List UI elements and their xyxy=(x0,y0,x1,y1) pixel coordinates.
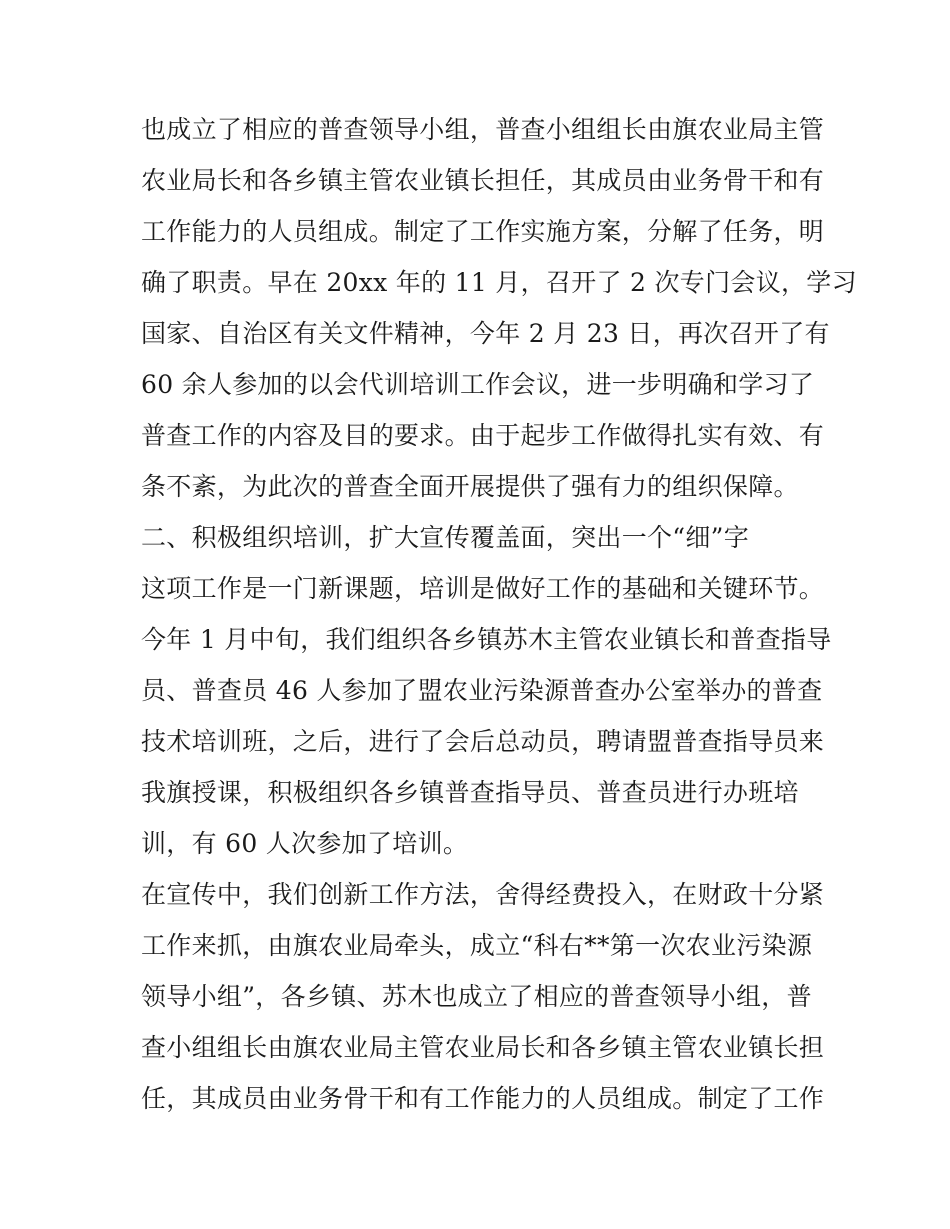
text-line: 训，有 60 人次参加了培训。 xyxy=(141,829,469,858)
text-line: 员、普查员 46 人参加了盟农业污染源普查办公室举办的普查 xyxy=(141,676,823,705)
text-line: 工作来抓，由旗农业局牵头，成立“科右**第一次农业污染源 xyxy=(141,931,813,960)
text-line: 我旗授课，积极组织各乡镇普查指导员、普查员进行办班培 xyxy=(141,778,799,807)
section-heading: 二、积极组织培训，扩大宣传覆盖面，突出一个“细”字 xyxy=(141,523,750,552)
text-line: 领导小组”，各乡镇、苏木也成立了相应的普查领导小组，普 xyxy=(141,982,812,1011)
text-line: 查小组组长由旗农业局主管农业局长和各乡镇主管农业镇长担 xyxy=(141,1033,825,1062)
text-line: 在宣传中，我们创新工作方法，舍得经费投入，在财政十分紧 xyxy=(141,880,825,909)
text-line: 技术培训班，之后，进行了会后总动员，聘请盟普查指导员来 xyxy=(141,727,825,756)
text-line: 任，其成员由业务骨干和有工作能力的人员组成。制定了工作 xyxy=(141,1084,825,1113)
text-line: 农业局长和各乡镇主管农业镇长担任，其成员由业务骨干和有 xyxy=(141,166,825,195)
text-line: 条不紊，为此次的普查全面开展提供了强有力的组织保障。 xyxy=(141,472,799,501)
text-line: 确了职责。早在 20xx 年的 11 月，召开了 2 次专门会议，学习 xyxy=(141,268,857,297)
text-line: 今年 1 月中旬，我们组织各乡镇苏木主管农业镇长和普查指导 xyxy=(141,625,832,654)
text-line: 普查工作的内容及目的要求。由于起步工作做得扎实有效、有 xyxy=(141,421,825,450)
text-line: 60 余人参加的以会代训培训工作会议，进一步明确和学习了 xyxy=(141,370,815,399)
text-line: 也成立了相应的普查领导小组，普查小组组长由旗农业局主管 xyxy=(141,115,825,144)
text-line: 工作能力的人员组成。制定了工作实施方案，分解了任务，明 xyxy=(141,217,825,246)
text-line: 这项工作是一门新课题，培训是做好工作的基础和关键环节。 xyxy=(141,574,825,603)
text-line: 国家、自治区有关文件精神，今年 2 月 23 日，再次召开了有 xyxy=(141,319,830,348)
